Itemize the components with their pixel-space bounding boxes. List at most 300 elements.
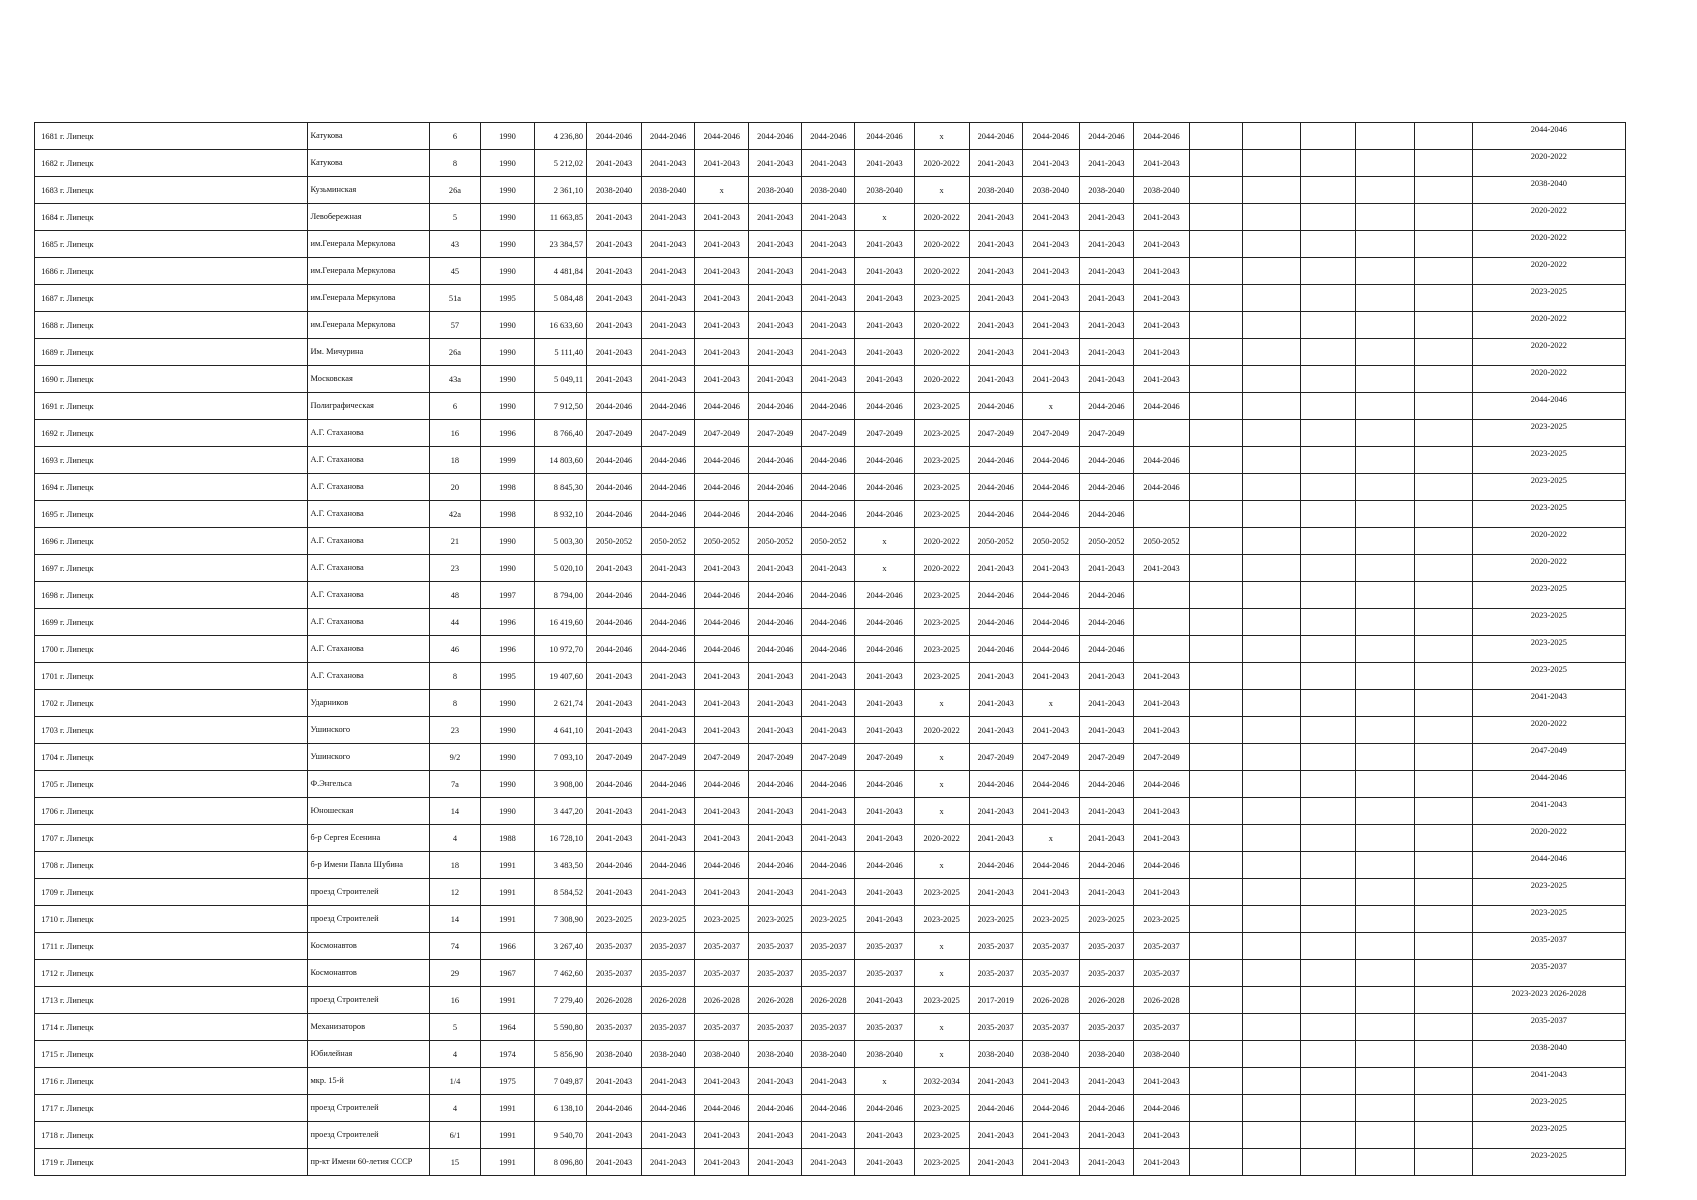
final-period-cell: 2020-2022 bbox=[1472, 231, 1625, 258]
area-cell: 7 093,10 bbox=[535, 744, 587, 771]
table-row bbox=[35, 393, 1626, 420]
period-cell: 2044-2046 bbox=[587, 852, 642, 879]
period-cell: 2044-2046 bbox=[802, 393, 855, 420]
area-cell: 3 447,20 bbox=[535, 798, 587, 825]
period-cell: 2041-2043 bbox=[749, 204, 802, 231]
period-cell: 2041-2043 bbox=[855, 798, 914, 825]
period-cell bbox=[1301, 663, 1356, 690]
period-cell: 2041-2043 bbox=[1079, 339, 1133, 366]
period-cell: 2041-2043 bbox=[1133, 150, 1189, 177]
street-cell: А.Г. Стаханова bbox=[308, 420, 429, 447]
period-cell: 2017-2019 bbox=[969, 987, 1022, 1014]
street-cell: Кузьминская bbox=[308, 177, 429, 204]
period-cell: 2044-2046 bbox=[587, 1095, 642, 1122]
period-cell bbox=[1356, 717, 1414, 744]
row-number-cell: 1690 bbox=[35, 366, 59, 393]
period-cell: 2044-2046 bbox=[1079, 123, 1133, 150]
table-row bbox=[35, 987, 1626, 1014]
build-year-cell: 1966 bbox=[480, 933, 534, 960]
period-cell bbox=[1356, 1122, 1414, 1149]
period-cell: 2023-2025 bbox=[914, 501, 969, 528]
street-cell: Им. Мичурина bbox=[308, 339, 429, 366]
period-cell bbox=[1356, 609, 1414, 636]
area-cell: 5 084,48 bbox=[535, 285, 587, 312]
row-number-cell: 1681 bbox=[35, 123, 59, 150]
period-cell: 2044-2046 bbox=[1133, 474, 1189, 501]
table-row bbox=[35, 825, 1626, 852]
period-cell: 2041-2043 bbox=[749, 339, 802, 366]
final-period-cell: 2020-2022 bbox=[1472, 312, 1625, 339]
table-row bbox=[35, 339, 1626, 366]
period-cell bbox=[1301, 609, 1356, 636]
period-cell: 2044-2046 bbox=[1022, 474, 1079, 501]
period-cell: 2035-2037 bbox=[749, 960, 802, 987]
period-cell bbox=[1301, 1095, 1356, 1122]
period-cell: 2044-2046 bbox=[855, 609, 914, 636]
period-cell: 2044-2046 bbox=[749, 582, 802, 609]
city-cell: г. Липецк bbox=[59, 258, 308, 285]
street-cell: А.Г. Стаханова bbox=[308, 555, 429, 582]
street-cell: Ушинского bbox=[308, 717, 429, 744]
period-cell: 2041-2043 bbox=[587, 258, 642, 285]
period-cell: 2047-2049 bbox=[1022, 744, 1079, 771]
period-cell: 2044-2046 bbox=[855, 474, 914, 501]
period-cell: 2038-2040 bbox=[587, 1041, 642, 1068]
period-cell: 2041-2043 bbox=[642, 231, 695, 258]
period-cell: 2041-2043 bbox=[749, 1122, 802, 1149]
period-cell: 2041-2043 bbox=[802, 1149, 855, 1176]
city-cell: г. Липецк bbox=[59, 474, 308, 501]
period-cell: 2041-2043 bbox=[587, 555, 642, 582]
final-period-cell: 2020-2022 bbox=[1472, 555, 1625, 582]
period-cell: 2020-2022 bbox=[914, 312, 969, 339]
period-cell bbox=[1301, 960, 1356, 987]
period-cell: 2044-2046 bbox=[587, 582, 642, 609]
period-cell: 2041-2043 bbox=[855, 825, 914, 852]
period-cell bbox=[1414, 1095, 1472, 1122]
period-cell: 2041-2043 bbox=[1079, 1149, 1133, 1176]
period-cell bbox=[1414, 906, 1472, 933]
period-cell: 2041-2043 bbox=[1022, 1068, 1079, 1095]
period-cell bbox=[1356, 960, 1414, 987]
row-number-cell: 1694 bbox=[35, 474, 59, 501]
period-cell: 2041-2043 bbox=[1133, 663, 1189, 690]
street-cell: А.Г. Стаханова bbox=[308, 474, 429, 501]
period-cell bbox=[1414, 771, 1472, 798]
period-cell bbox=[1356, 690, 1414, 717]
final-period-cell: 2047-2049 bbox=[1472, 744, 1625, 771]
period-cell bbox=[1301, 555, 1356, 582]
period-cell bbox=[1190, 393, 1243, 420]
period-cell: 2041-2043 bbox=[642, 1068, 695, 1095]
city-cell: г. Липецк bbox=[59, 582, 308, 609]
city-cell: г. Липецк bbox=[59, 1068, 308, 1095]
period-cell: 2041-2043 bbox=[749, 312, 802, 339]
table-row bbox=[35, 312, 1626, 339]
period-cell: 2044-2046 bbox=[1022, 609, 1079, 636]
period-cell: 2041-2043 bbox=[1022, 285, 1079, 312]
final-period-cell: 2044-2046 bbox=[1472, 123, 1625, 150]
area-cell: 19 407,60 bbox=[535, 663, 587, 690]
period-cell: 2044-2046 bbox=[587, 474, 642, 501]
period-cell bbox=[1414, 1041, 1472, 1068]
period-cell bbox=[1243, 258, 1301, 285]
period-cell: 2041-2043 bbox=[969, 258, 1022, 285]
period-cell: 2041-2043 bbox=[802, 258, 855, 285]
period-cell bbox=[1301, 177, 1356, 204]
table-row bbox=[35, 447, 1626, 474]
period-cell bbox=[1190, 123, 1243, 150]
period-cell: 2044-2046 bbox=[969, 582, 1022, 609]
period-cell: 2041-2043 bbox=[855, 312, 914, 339]
area-cell: 4 641,10 bbox=[535, 717, 587, 744]
period-cell: 2047-2049 bbox=[1022, 420, 1079, 447]
period-cell: 2041-2043 bbox=[642, 798, 695, 825]
street-cell: Ушинского bbox=[308, 744, 429, 771]
period-cell: 2041-2043 bbox=[969, 1149, 1022, 1176]
period-cell: 2044-2046 bbox=[802, 123, 855, 150]
period-cell bbox=[1301, 744, 1356, 771]
period-cell: 2041-2043 bbox=[1022, 150, 1079, 177]
period-cell: x bbox=[855, 555, 914, 582]
period-cell: 2041-2043 bbox=[642, 1122, 695, 1149]
period-cell bbox=[1243, 123, 1301, 150]
area-cell: 16 728,10 bbox=[535, 825, 587, 852]
period-cell bbox=[1301, 852, 1356, 879]
period-cell: 2026-2028 bbox=[1079, 987, 1133, 1014]
period-cell: x bbox=[855, 1068, 914, 1095]
build-year-cell: 1995 bbox=[480, 663, 534, 690]
period-cell: 2044-2046 bbox=[1079, 582, 1133, 609]
period-cell: 2041-2043 bbox=[969, 366, 1022, 393]
table-row bbox=[35, 528, 1626, 555]
period-cell: 2041-2043 bbox=[642, 258, 695, 285]
area-cell: 3 908,00 bbox=[535, 771, 587, 798]
period-cell: 2044-2046 bbox=[802, 447, 855, 474]
house-number-cell: 7а bbox=[429, 771, 480, 798]
period-cell: 2020-2022 bbox=[914, 204, 969, 231]
period-cell bbox=[1243, 1014, 1301, 1041]
city-cell: г. Липецк bbox=[59, 744, 308, 771]
build-year-cell: 1990 bbox=[480, 528, 534, 555]
table-row bbox=[35, 123, 1626, 150]
period-cell: 2026-2028 bbox=[802, 987, 855, 1014]
build-year-cell: 1999 bbox=[480, 447, 534, 474]
row-number-cell: 1691 bbox=[35, 393, 59, 420]
table-row bbox=[35, 1095, 1626, 1122]
period-cell bbox=[1414, 879, 1472, 906]
house-number-cell: 18 bbox=[429, 447, 480, 474]
final-period-cell: 2023-2025 bbox=[1472, 501, 1625, 528]
period-cell: 2041-2043 bbox=[587, 798, 642, 825]
period-cell: 2044-2046 bbox=[642, 447, 695, 474]
period-cell: 2041-2043 bbox=[969, 1122, 1022, 1149]
period-cell bbox=[1414, 1068, 1472, 1095]
period-cell: 2035-2037 bbox=[695, 1014, 749, 1041]
period-cell: 2044-2046 bbox=[969, 636, 1022, 663]
period-cell bbox=[1356, 177, 1414, 204]
house-number-cell: 51а bbox=[429, 285, 480, 312]
period-cell: 2041-2043 bbox=[1022, 717, 1079, 744]
city-cell: г. Липецк bbox=[59, 825, 308, 852]
final-period-cell: 2035-2037 bbox=[1472, 933, 1625, 960]
period-cell: 2041-2043 bbox=[749, 663, 802, 690]
period-cell bbox=[1356, 636, 1414, 663]
period-cell: 2023-2025 bbox=[969, 906, 1022, 933]
period-cell: 2041-2043 bbox=[587, 1149, 642, 1176]
period-cell bbox=[1414, 204, 1472, 231]
period-cell: 2035-2037 bbox=[855, 933, 914, 960]
period-cell: 2041-2043 bbox=[587, 1122, 642, 1149]
period-cell: 2035-2037 bbox=[749, 933, 802, 960]
period-cell: 2041-2043 bbox=[1079, 366, 1133, 393]
period-cell: 2047-2049 bbox=[802, 420, 855, 447]
final-period-cell: 2020-2022 bbox=[1472, 258, 1625, 285]
period-cell: 2044-2046 bbox=[855, 393, 914, 420]
period-cell: 2041-2043 bbox=[969, 798, 1022, 825]
period-cell bbox=[1356, 987, 1414, 1014]
period-cell bbox=[1243, 987, 1301, 1014]
final-period-cell: 2023-2025 bbox=[1472, 906, 1625, 933]
street-cell: им.Генерала Меркулова bbox=[308, 312, 429, 339]
period-cell: 2041-2043 bbox=[695, 879, 749, 906]
area-cell: 6 138,10 bbox=[535, 1095, 587, 1122]
area-cell: 8 794,00 bbox=[535, 582, 587, 609]
period-cell: 2035-2037 bbox=[1079, 960, 1133, 987]
period-cell bbox=[1190, 1095, 1243, 1122]
row-number-cell: 1719 bbox=[35, 1149, 59, 1176]
period-cell: 2041-2043 bbox=[642, 204, 695, 231]
period-cell: 2044-2046 bbox=[695, 447, 749, 474]
street-cell: А.Г. Стаханова bbox=[308, 609, 429, 636]
table-row bbox=[35, 258, 1626, 285]
period-cell: 2041-2043 bbox=[1022, 231, 1079, 258]
street-cell: Московская bbox=[308, 366, 429, 393]
table-row bbox=[35, 852, 1626, 879]
period-cell bbox=[1356, 204, 1414, 231]
period-cell: 2044-2046 bbox=[695, 609, 749, 636]
period-cell: 2041-2043 bbox=[855, 339, 914, 366]
area-cell: 8 932,10 bbox=[535, 501, 587, 528]
table-row bbox=[35, 1149, 1626, 1176]
period-cell bbox=[1243, 852, 1301, 879]
period-cell: 2038-2040 bbox=[969, 177, 1022, 204]
period-cell: 2038-2040 bbox=[749, 1041, 802, 1068]
city-cell: г. Липецк bbox=[59, 987, 308, 1014]
period-cell: 2041-2043 bbox=[855, 285, 914, 312]
row-number-cell: 1707 bbox=[35, 825, 59, 852]
table-body bbox=[35, 123, 1626, 1176]
period-cell: 2038-2040 bbox=[1079, 177, 1133, 204]
period-cell bbox=[1301, 474, 1356, 501]
period-cell: 2038-2040 bbox=[1022, 177, 1079, 204]
period-cell: 2041-2043 bbox=[855, 258, 914, 285]
final-period-cell: 2020-2022 bbox=[1472, 204, 1625, 231]
period-cell bbox=[1243, 825, 1301, 852]
period-cell: 2044-2046 bbox=[1079, 609, 1133, 636]
period-cell: 2041-2043 bbox=[1133, 366, 1189, 393]
table-row bbox=[35, 420, 1626, 447]
period-cell: 2041-2043 bbox=[1133, 1149, 1189, 1176]
period-cell bbox=[1190, 744, 1243, 771]
period-cell: 2020-2022 bbox=[914, 150, 969, 177]
period-cell: 2041-2043 bbox=[969, 204, 1022, 231]
period-cell bbox=[1301, 690, 1356, 717]
period-cell bbox=[1356, 798, 1414, 825]
period-cell: 2041-2043 bbox=[1133, 285, 1189, 312]
period-cell: 2041-2043 bbox=[969, 879, 1022, 906]
period-cell: 2044-2046 bbox=[695, 474, 749, 501]
period-cell bbox=[1190, 609, 1243, 636]
period-cell: 2041-2043 bbox=[1022, 339, 1079, 366]
period-cell bbox=[1414, 798, 1472, 825]
period-cell: 2041-2043 bbox=[587, 366, 642, 393]
area-cell: 16 633,60 bbox=[535, 312, 587, 339]
build-year-cell: 1990 bbox=[480, 258, 534, 285]
area-cell: 2 621,74 bbox=[535, 690, 587, 717]
house-number-cell: 23 bbox=[429, 717, 480, 744]
period-cell: 2047-2049 bbox=[695, 420, 749, 447]
table-row bbox=[35, 798, 1626, 825]
build-year-cell: 1990 bbox=[480, 798, 534, 825]
street-cell: им.Генерала Меркулова bbox=[308, 231, 429, 258]
city-cell: г. Липецк bbox=[59, 771, 308, 798]
build-year-cell: 1990 bbox=[480, 312, 534, 339]
period-cell: 2041-2043 bbox=[587, 879, 642, 906]
period-cell bbox=[1190, 285, 1243, 312]
period-cell: 2035-2037 bbox=[1022, 960, 1079, 987]
row-number-cell: 1708 bbox=[35, 852, 59, 879]
table-row bbox=[35, 1122, 1626, 1149]
period-cell: 2035-2037 bbox=[1133, 960, 1189, 987]
period-cell: 2041-2043 bbox=[749, 1068, 802, 1095]
period-cell bbox=[1243, 420, 1301, 447]
period-cell: 2044-2046 bbox=[642, 852, 695, 879]
period-cell: 2041-2043 bbox=[1022, 1122, 1079, 1149]
period-cell: 2041-2043 bbox=[642, 1149, 695, 1176]
final-period-cell: 2023-2025 bbox=[1472, 474, 1625, 501]
period-cell: 2044-2046 bbox=[1079, 447, 1133, 474]
period-cell bbox=[1301, 717, 1356, 744]
city-cell: г. Липецк bbox=[59, 879, 308, 906]
period-cell: 2044-2046 bbox=[642, 771, 695, 798]
period-cell: 2035-2037 bbox=[1022, 1014, 1079, 1041]
period-cell bbox=[1414, 366, 1472, 393]
period-cell: 2044-2046 bbox=[642, 582, 695, 609]
period-cell: 2044-2046 bbox=[855, 1095, 914, 1122]
period-cell: 2041-2043 bbox=[802, 285, 855, 312]
period-cell bbox=[1301, 339, 1356, 366]
period-cell bbox=[1414, 123, 1472, 150]
period-cell: 2041-2043 bbox=[1079, 1122, 1133, 1149]
period-cell: 2041-2043 bbox=[1022, 663, 1079, 690]
period-cell: 2041-2043 bbox=[1079, 204, 1133, 231]
period-cell: x bbox=[914, 1041, 969, 1068]
period-cell bbox=[1190, 933, 1243, 960]
period-cell: 2041-2043 bbox=[802, 231, 855, 258]
period-cell bbox=[1414, 555, 1472, 582]
city-cell: г. Липецк bbox=[59, 339, 308, 366]
city-cell: г. Липецк bbox=[59, 231, 308, 258]
area-cell: 8 584,52 bbox=[535, 879, 587, 906]
final-period-cell: 2020-2022 bbox=[1472, 825, 1625, 852]
period-cell: 2044-2046 bbox=[969, 123, 1022, 150]
period-cell: 2041-2043 bbox=[1079, 150, 1133, 177]
period-cell: 2041-2043 bbox=[642, 825, 695, 852]
period-cell bbox=[1301, 1068, 1356, 1095]
period-cell: 2041-2043 bbox=[969, 555, 1022, 582]
row-number-cell: 1713 bbox=[35, 987, 59, 1014]
period-cell: 2041-2043 bbox=[587, 231, 642, 258]
period-cell bbox=[1414, 825, 1472, 852]
period-cell: 2041-2043 bbox=[1079, 285, 1133, 312]
city-cell: г. Липецк bbox=[59, 204, 308, 231]
street-cell: проезд Строителей bbox=[308, 906, 429, 933]
period-cell: 2041-2043 bbox=[802, 690, 855, 717]
period-cell: 2041-2043 bbox=[749, 150, 802, 177]
period-cell: 2035-2037 bbox=[642, 933, 695, 960]
period-cell: 2044-2046 bbox=[855, 852, 914, 879]
period-cell: 2023-2025 bbox=[914, 663, 969, 690]
house-number-cell: 4 bbox=[429, 825, 480, 852]
period-cell: 2044-2046 bbox=[855, 582, 914, 609]
build-year-cell: 1990 bbox=[480, 744, 534, 771]
table-row bbox=[35, 663, 1626, 690]
period-cell: 2041-2043 bbox=[1133, 1122, 1189, 1149]
period-cell bbox=[1190, 906, 1243, 933]
period-cell bbox=[1301, 825, 1356, 852]
period-cell: 2044-2046 bbox=[695, 582, 749, 609]
street-cell: Полиграфическая bbox=[308, 393, 429, 420]
area-cell: 8 766,40 bbox=[535, 420, 587, 447]
period-cell: 2041-2043 bbox=[749, 231, 802, 258]
period-cell bbox=[1414, 609, 1472, 636]
row-number-cell: 1692 bbox=[35, 420, 59, 447]
period-cell: 2050-2052 bbox=[749, 528, 802, 555]
period-cell: 2047-2049 bbox=[749, 420, 802, 447]
period-cell bbox=[1356, 393, 1414, 420]
city-cell: г. Липецк bbox=[59, 150, 308, 177]
period-cell: 2041-2043 bbox=[969, 231, 1022, 258]
city-cell: г. Липецк bbox=[59, 420, 308, 447]
period-cell: 2041-2043 bbox=[587, 717, 642, 744]
period-cell: 2044-2046 bbox=[587, 123, 642, 150]
period-cell bbox=[1243, 393, 1301, 420]
period-cell bbox=[1243, 312, 1301, 339]
period-cell bbox=[1133, 501, 1189, 528]
period-cell: 2041-2043 bbox=[642, 366, 695, 393]
period-cell bbox=[1356, 771, 1414, 798]
street-cell: А.Г. Стаханова bbox=[308, 501, 429, 528]
period-cell: 2044-2046 bbox=[1079, 771, 1133, 798]
period-cell bbox=[1356, 474, 1414, 501]
period-cell: 2041-2043 bbox=[855, 690, 914, 717]
period-cell bbox=[1190, 1149, 1243, 1176]
period-cell: 2041-2043 bbox=[695, 285, 749, 312]
period-cell: 2044-2046 bbox=[1133, 1095, 1189, 1122]
period-cell bbox=[1301, 285, 1356, 312]
build-year-cell: 1998 bbox=[480, 474, 534, 501]
city-cell: г. Липецк bbox=[59, 906, 308, 933]
period-cell: 2041-2043 bbox=[587, 825, 642, 852]
period-cell: 2044-2046 bbox=[969, 771, 1022, 798]
period-cell bbox=[1356, 906, 1414, 933]
period-cell: 2035-2037 bbox=[587, 1014, 642, 1041]
period-cell: 2041-2043 bbox=[749, 879, 802, 906]
period-cell bbox=[1190, 771, 1243, 798]
city-cell: г. Липецк bbox=[59, 1041, 308, 1068]
period-cell: 2050-2052 bbox=[1022, 528, 1079, 555]
